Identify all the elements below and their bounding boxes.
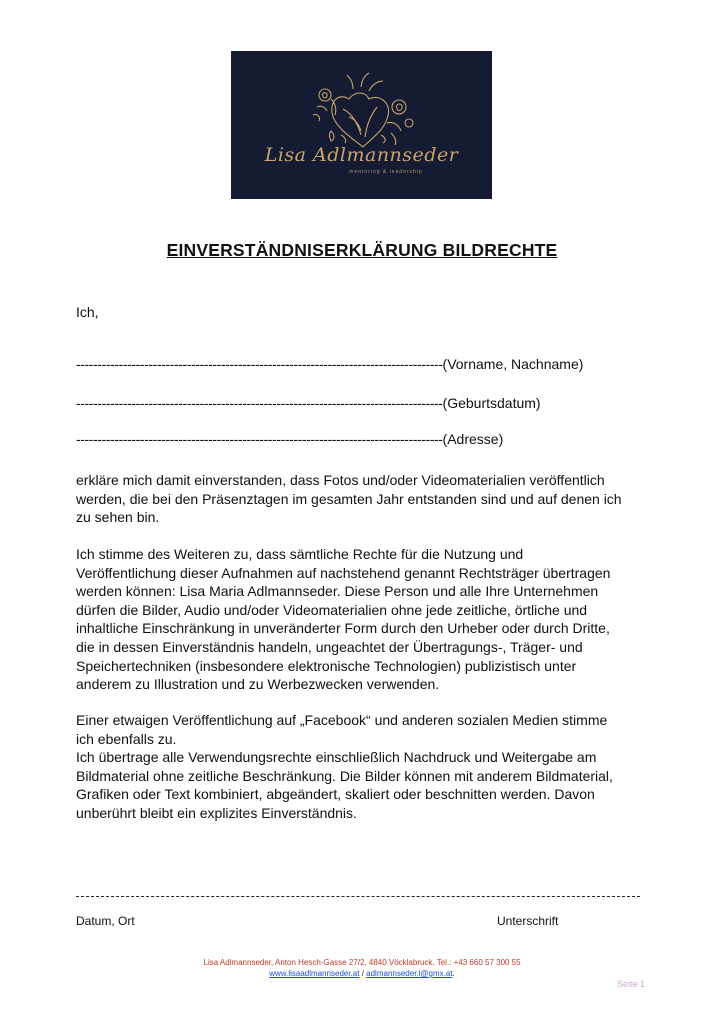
paragraph-line: werden, die bei den Präsenztagen im gesamten Jahr entstanden sind und auf denen ich: [76, 490, 622, 507]
field-dashes: --------------------------------------------------------------------------------------: [76, 431, 443, 447]
heart-rose-logo-icon: [231, 51, 492, 199]
field-dashes: --------------------------------------------------------------------------------------: [76, 395, 443, 411]
paragraph-line: Veröffentlichung dieser Aufnahmen auf nachstehend genannt Rechtsträger übertragen: [76, 564, 611, 581]
footer-trailing: .: [452, 969, 455, 978]
website-link[interactable]: www.lisaadlmannseder.at: [269, 969, 360, 978]
paragraph-line: zu sehen bin.: [76, 509, 160, 526]
paragraph-consent: [76, 471, 656, 527]
field-label-address: (Adresse): [442, 431, 504, 447]
paragraph-line: Speichertechniken (insbesondere elektronische Technologien) publizistisch unter: [76, 657, 577, 674]
field-label-birthdate: (Geburtsdatum): [442, 395, 541, 411]
document-title: EINVERSTÄNDNISERKLÄRUNG BILDRECHTE: [166, 240, 558, 260]
paragraph-line: dürfen die Bilder, Audio und/oder Videomaterialien ohne jede zeitliche, örtliche und: [76, 601, 588, 618]
paragraph-line: Einer etwaigen Veröffentlichung auf „Facebook“ und anderen sozialen Medien stimme: [76, 712, 608, 728]
link-separator: /: [359, 969, 367, 978]
field-address[interactable]: [76, 431, 503, 447]
paragraph-line: Ich stimme des Weiteren zu, dass sämtliche Rechte für die Nutzung und: [76, 546, 524, 562]
logo-tagline: mentoring & leadership: [349, 169, 423, 175]
signature-line[interactable]: [76, 896, 640, 897]
paragraph-line: werden können: Lisa Maria Adlmannseder. Diese Person und alle Ihre Unternehmen: [76, 583, 599, 600]
footer-links: [0, 969, 724, 978]
field-dashes: --------------------------------------------------------------------------------------: [76, 356, 443, 372]
field-birthdate[interactable]: [76, 395, 541, 411]
date-place-label: Datum, Ort: [76, 914, 135, 928]
field-label-name: (Vorname, Nachname): [442, 356, 584, 372]
page-number: Seite 1: [617, 979, 646, 989]
paragraph-line: Bildmaterial ohne zeitliche Beschränkung. Die Bilder können mit anderem Bildmaterial,: [76, 767, 613, 784]
paragraph-social-media: [76, 711, 656, 823]
signature-label: Unterschrift: [497, 914, 559, 928]
email-link[interactable]: adlmannseder.l@gmx.at: [366, 969, 453, 978]
paragraph-line: anderem zu Illustration und zu Werbezwecken verwenden.: [76, 676, 440, 693]
paragraph-line: ich ebenfalls zu.: [76, 730, 177, 747]
paragraph-line: inhaltliche Einschränkung in unveränderter Form durch den Urheber oder durch Dritte,: [76, 620, 610, 637]
paragraph-line: Ich übertrage alle Verwendungsrechte einschließlich Nachdruck und Weitergabe am: [76, 749, 597, 766]
logo-wordmark: Lisa Adlmannseder: [264, 144, 459, 166]
paragraph-line: erkläre mich damit einverstanden, dass Fotos und/oder Videomaterialien veröffentlich: [76, 472, 605, 488]
paragraph-rights: [76, 545, 656, 694]
paragraph-line: die in dessen Einverständnis handeln, ungeachtet der Übertragungs-, Träger- und: [76, 638, 583, 655]
paragraph-line: unberührt bleibt ein explizites Einverständnis.: [76, 804, 357, 821]
field-name[interactable]: [76, 356, 583, 372]
footer-address: Lisa Adlmannseder, Anton Hesch-Gasse 27/2, 4840 Vöcklabruck, Tel.: +43 660 57 300 55: [203, 958, 521, 967]
intro-text: Ich,: [76, 304, 99, 320]
brand-logo: [231, 51, 492, 199]
paragraph-line: Grafiken oder Text kombiniert, abgeändert, skaliert oder beschnitten werden. Davon: [76, 786, 595, 803]
